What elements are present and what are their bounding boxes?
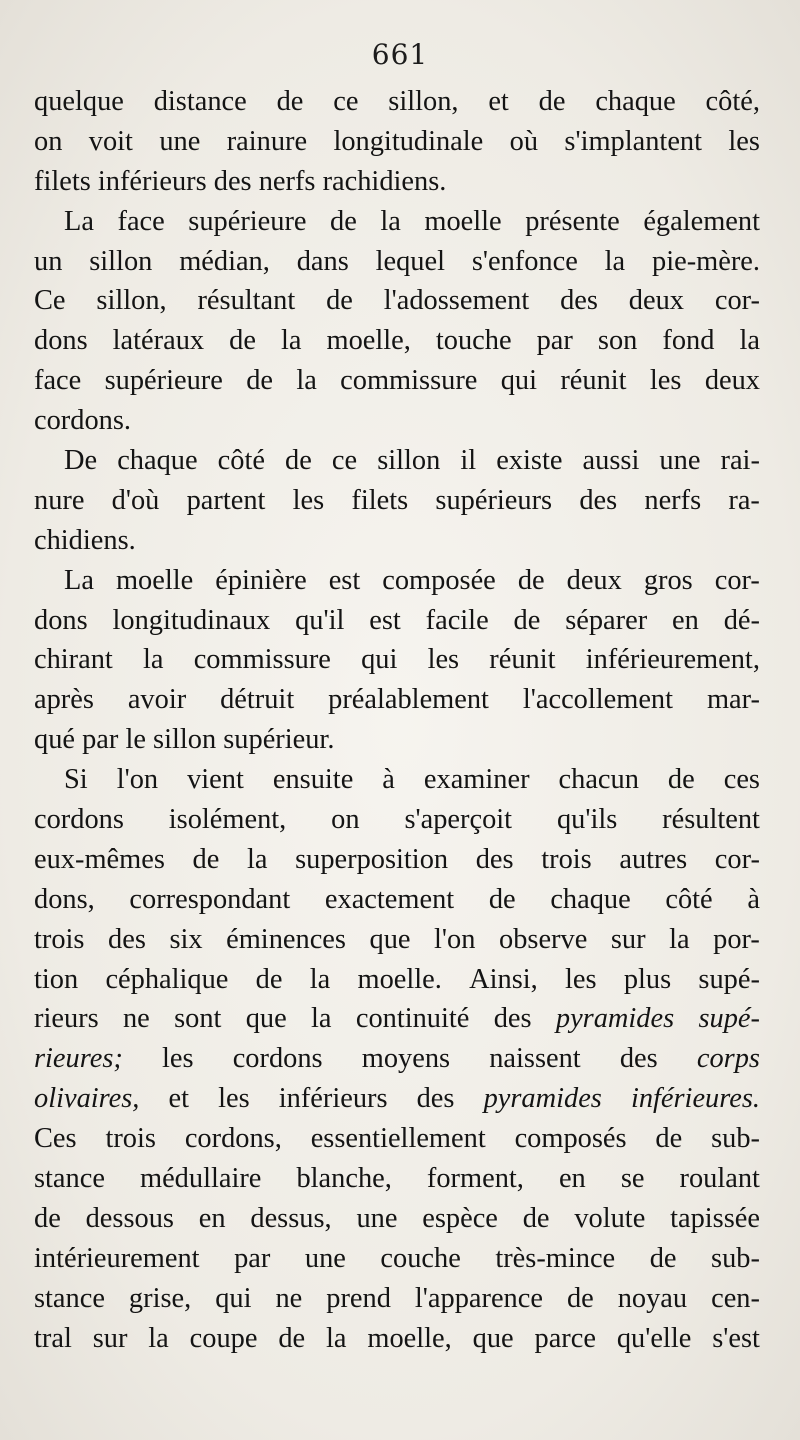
text-line: filets inférieurs des nerfs rachidiens. xyxy=(34,165,447,197)
text-line: La face supérieure de la moelle présente également xyxy=(64,205,760,237)
body-text xyxy=(34,82,760,1359)
text-line: eux-mêmes de la superposition des trois autres cor- xyxy=(34,843,760,875)
text-line: rieures; les cordons moyens naissent des corps xyxy=(34,1043,760,1075)
text-line: tral sur la coupe de la moelle, que parce qu'elle s'est xyxy=(34,1322,760,1354)
text-line: nure d'où partent les filets supérieurs des nerfs ra- xyxy=(34,484,760,516)
text-line: tion céphalique de la moelle. Ainsi, les plus supé- xyxy=(34,963,760,995)
text-line: qué par le sillon supérieur. xyxy=(34,724,335,756)
text-line: Ces trois cordons, essentiellement composés de sub- xyxy=(34,1123,760,1155)
text-line: dons, correspondant exactement de chaque côté à xyxy=(34,883,760,915)
text-line: cordons isolément, on s'aperçoit qu'ils résultent xyxy=(34,804,760,836)
text-line: chidiens. xyxy=(34,524,136,556)
text-line: stance grise, qui ne prend l'apparence de noyau cen- xyxy=(34,1282,760,1314)
text-line: rieurs ne sont que la continuité des pyramides supé- xyxy=(34,1003,760,1035)
text-line: cordons. xyxy=(34,405,131,437)
text-line: quelque distance de ce sillon, et de chaque côté, xyxy=(34,86,760,117)
text-line: intérieurement par une couche très-mince de sub- xyxy=(34,1242,760,1274)
text-line: stance médullaire blanche, forment, en se roulant xyxy=(34,1163,760,1195)
text-line: chirant la commissure qui les réunit inférieurement, xyxy=(34,644,760,676)
page-number: 661 xyxy=(371,38,429,71)
text-line: après avoir détruit préalablement l'accollement mar- xyxy=(34,684,760,716)
text-line: De chaque côté de ce sillon il existe aussi une rai- xyxy=(64,445,760,477)
text-line: face supérieure de la commissure qui réunit les deux xyxy=(34,365,760,397)
text-line: on voit une rainure longitudinale où s'implantent les xyxy=(34,125,760,157)
text-line: olivaires, et les inférieurs des pyramides inférieures. xyxy=(34,1083,760,1115)
text-line: dons longitudinaux qu'il est facile de séparer en dé- xyxy=(34,604,760,636)
text-line: Si l'on vient ensuite à examiner chacun de ces xyxy=(64,764,760,796)
text-line: Ce sillon, résultant de l'adossement des deux cor- xyxy=(34,285,760,317)
text-line: un sillon médian, dans lequel s'enfonce la pie-mère. xyxy=(34,245,760,277)
text-line: dons latéraux de la moelle, touche par son fond la xyxy=(34,325,760,357)
text-line: La moelle épinière est composée de deux gros cor- xyxy=(64,564,760,596)
text-line: de dessous en dessus, une espèce de volute tapissée xyxy=(34,1202,760,1234)
text-line: trois des six éminences que l'on observe sur la por- xyxy=(34,923,760,955)
